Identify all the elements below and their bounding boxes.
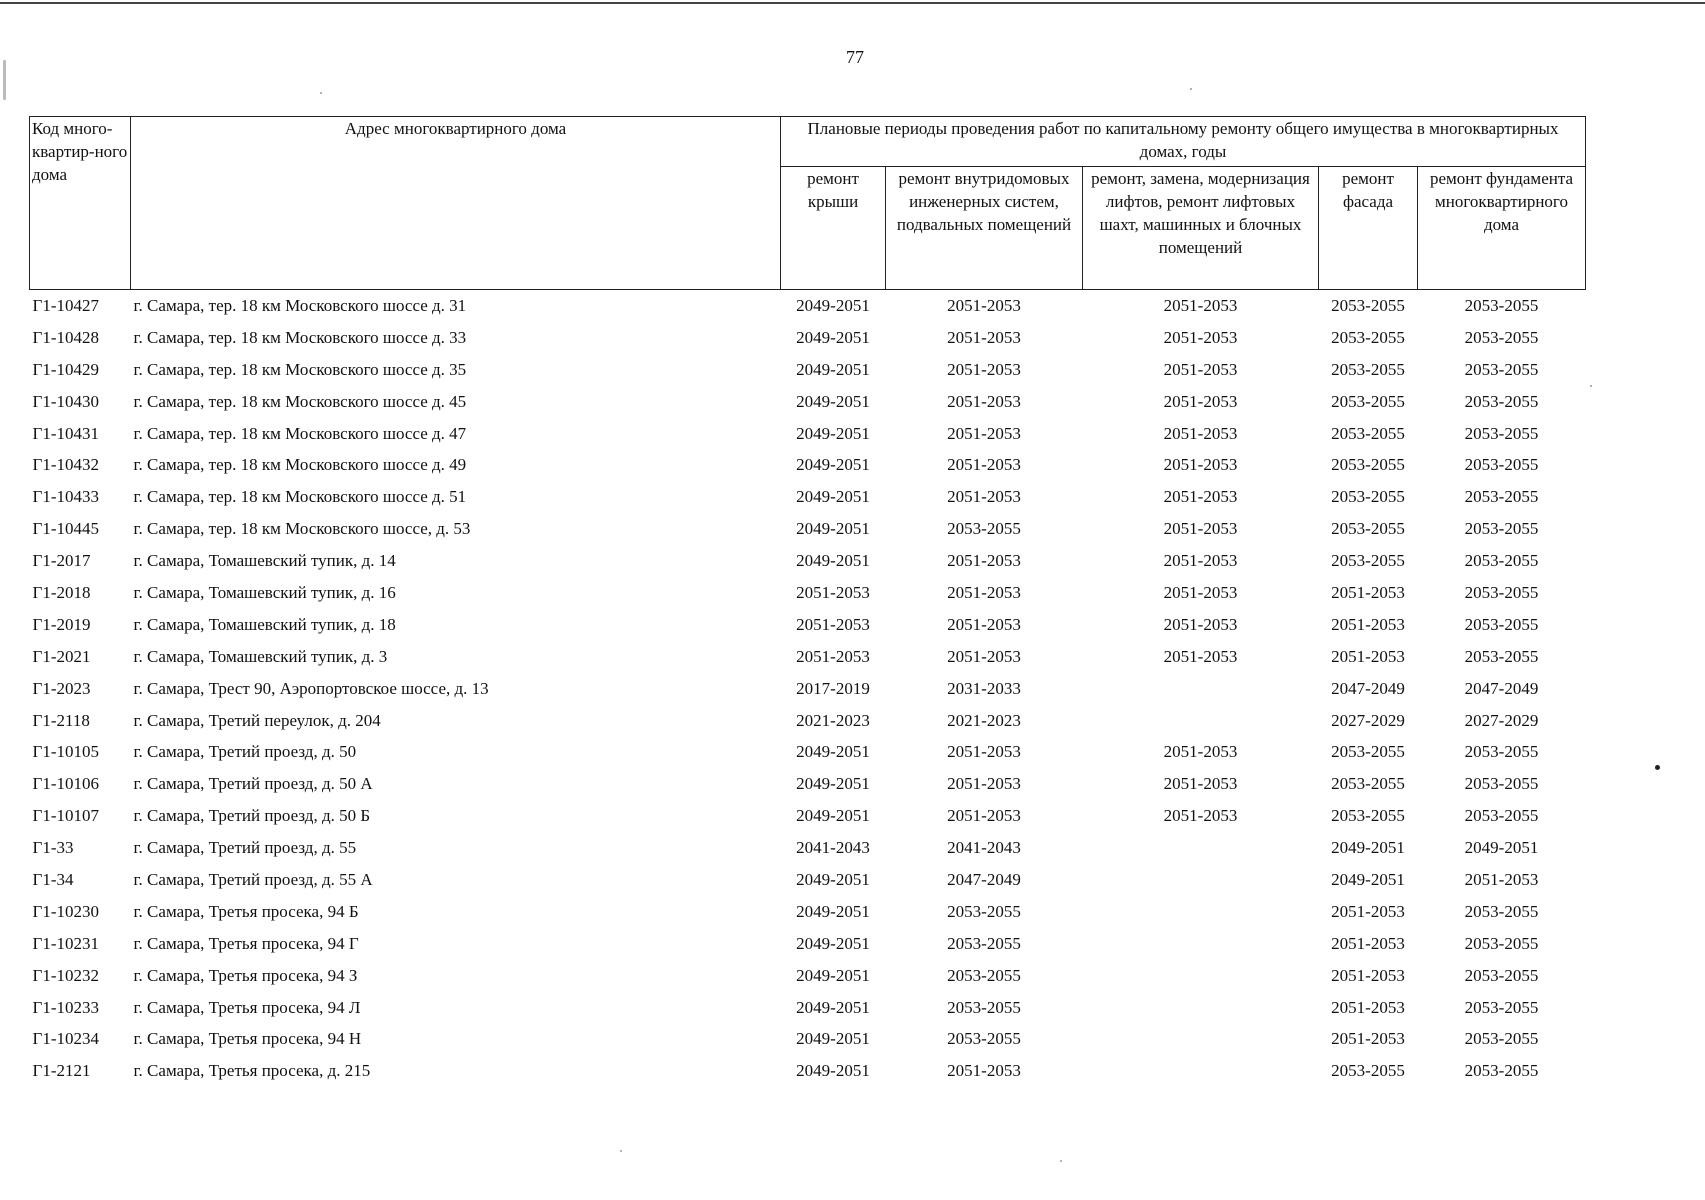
cell-systems: 2053-2055: [947, 997, 1021, 1017]
cell-foundation: 2053-2055: [1464, 519, 1539, 539]
table-row: [30, 832, 1586, 864]
table-row: [30, 577, 1586, 609]
cell-facade: 2027-2029: [1331, 710, 1405, 730]
cell-address: г. Самара, Третья просека, 94 Л: [133, 997, 361, 1017]
table-row: [30, 513, 1586, 545]
cell-address: г. Самара, Третий проезд, д. 50: [133, 742, 357, 762]
table-row: [30, 864, 1586, 896]
cell-lifts: [1083, 864, 1319, 896]
cell-foundation: 2053-2055: [1464, 423, 1539, 443]
cell-systems: 2051-2053: [947, 806, 1021, 826]
cell-roof: 2051-2053: [796, 614, 870, 634]
cell-foundation: 2053-2055: [1464, 295, 1539, 315]
cell-lifts: 2051-2053: [1163, 423, 1238, 443]
cell-foundation: 2053-2055: [1464, 1029, 1539, 1049]
header-lifts: ремонт, замена, модернизация лифтов, ремонт лифтовых шахт, машинных и блочных помещений: [1083, 167, 1319, 290]
cell-address: г. Самара, Третий проезд, д. 50 А: [133, 774, 373, 794]
cell-systems: 2051-2053: [947, 742, 1021, 762]
cell-systems: 2053-2055: [947, 965, 1021, 985]
cell-address: г. Самара, тер. 18 км Московского шоссе д. 33: [133, 327, 467, 347]
repair-schedule-table-wrapper: [29, 116, 1586, 1087]
cell-address: г. Самара, Трест 90, Аэропортовское шоссе, д. 13: [133, 678, 489, 698]
cell-roof: 2049-2051: [796, 551, 870, 571]
cell-systems: 2053-2055: [947, 933, 1021, 953]
top-border-line: [0, 2, 1705, 4]
header-address: Адрес многоквартирного дома: [131, 117, 781, 290]
cell-lifts: 2051-2053: [1163, 327, 1238, 347]
cell-foundation: 2053-2055: [1464, 1061, 1539, 1081]
cell-address: г. Самара, Третья просека, 94 З: [133, 965, 358, 985]
cell-facade: 2053-2055: [1331, 359, 1405, 379]
cell-code: Г1-10230: [32, 901, 99, 921]
cell-foundation: 2027-2029: [1464, 710, 1539, 730]
table-row: [30, 418, 1586, 450]
cell-roof: 2049-2051: [796, 327, 870, 347]
header-facade: ремонт фасада: [1319, 167, 1418, 290]
scan-speck: [320, 92, 322, 94]
cell-code: Г1-10427: [32, 295, 99, 315]
cell-systems: 2041-2043: [947, 838, 1021, 858]
table-row: [30, 673, 1586, 705]
cell-roof: 2049-2051: [796, 806, 870, 826]
cell-systems: 2051-2053: [947, 327, 1021, 347]
page-number: 77: [846, 47, 864, 67]
cell-roof: 2049-2051: [796, 487, 870, 507]
table-row: [30, 449, 1586, 481]
cell-address: г. Самара, тер. 18 км Московского шоссе д. 51: [133, 487, 467, 507]
table-row: [30, 641, 1586, 673]
cell-foundation: 2053-2055: [1464, 614, 1539, 634]
cell-code: Г1-10107: [32, 806, 99, 826]
cell-foundation: 2049-2051: [1464, 838, 1539, 858]
cell-code: Г1-2021: [32, 646, 91, 666]
cell-code: Г1-10433: [32, 487, 99, 507]
cell-facade: 2051-2053: [1331, 646, 1405, 666]
scan-speck: [3, 60, 6, 100]
cell-systems: 2051-2053: [947, 295, 1021, 315]
scan-speck: [1590, 385, 1592, 387]
table-row: [30, 481, 1586, 513]
cell-roof: 2049-2051: [796, 869, 870, 889]
cell-systems: 2051-2053: [947, 423, 1021, 443]
cell-foundation: 2053-2055: [1464, 327, 1539, 347]
cell-systems: 2051-2053: [947, 614, 1021, 634]
cell-address: г. Самара, Третья просека, д. 215: [133, 1061, 371, 1081]
cell-roof: 2051-2053: [796, 582, 870, 602]
cell-lifts: 2051-2053: [1163, 487, 1238, 507]
cell-address: г. Самара, Третий переулок, д. 204: [133, 710, 381, 730]
table-row: [30, 1023, 1586, 1055]
cell-foundation: 2051-2053: [1464, 869, 1539, 889]
cell-code: Г1-2121: [32, 1061, 91, 1081]
header-systems: ремонт внутридомовых инженерных систем, подвальных помещений: [886, 167, 1083, 290]
scan-speck: [620, 1150, 622, 1152]
table-row: [30, 768, 1586, 800]
cell-systems: 2051-2053: [947, 1061, 1021, 1081]
cell-code: Г1-10233: [32, 997, 99, 1017]
cell-lifts: 2051-2053: [1163, 391, 1238, 411]
cell-address: г. Самара, тер. 18 км Московского шоссе, д. 53: [133, 519, 471, 539]
cell-code: Г1-10428: [32, 327, 99, 347]
cell-roof: 2049-2051: [796, 519, 870, 539]
cell-lifts: [1083, 928, 1319, 960]
cell-address: г. Самара, Третья просека, 94 Б: [133, 901, 359, 921]
table-row: [30, 1055, 1586, 1087]
table-row: [30, 290, 1586, 322]
cell-foundation: 2053-2055: [1464, 965, 1539, 985]
cell-roof: 2049-2051: [796, 455, 870, 475]
cell-systems: 2051-2053: [947, 455, 1021, 475]
cell-facade: 2053-2055: [1331, 327, 1405, 347]
cell-systems: 2051-2053: [947, 359, 1021, 379]
table-row: [30, 545, 1586, 577]
table-row: [30, 800, 1586, 832]
cell-systems: 2051-2053: [947, 774, 1021, 794]
table-row: [30, 705, 1586, 737]
cell-lifts: [1083, 1055, 1319, 1087]
cell-code: Г1-2118: [32, 710, 90, 730]
table-row: [30, 736, 1586, 768]
cell-facade: 2053-2055: [1331, 295, 1405, 315]
cell-facade: 2051-2053: [1331, 997, 1405, 1017]
cell-lifts: 2051-2053: [1163, 646, 1238, 666]
header-periods: Плановые периоды проведения работ по капитальному ремонту общего имущества в многоквартирных домах, годы: [781, 117, 1586, 167]
scan-speck: [1655, 765, 1660, 770]
cell-foundation: 2053-2055: [1464, 487, 1539, 507]
cell-code: Г1-10432: [32, 455, 99, 475]
cell-address: г. Самара, тер. 18 км Московского шоссе д. 49: [133, 455, 467, 475]
cell-roof: 2049-2051: [796, 933, 870, 953]
cell-systems: 2051-2053: [947, 646, 1021, 666]
cell-foundation: 2053-2055: [1464, 551, 1539, 571]
cell-address: г. Самара, Третья просека, 94 Н: [133, 1029, 362, 1049]
scan-speck: [1190, 88, 1192, 90]
cell-systems: 2053-2055: [947, 519, 1021, 539]
cell-code: Г1-10429: [32, 359, 99, 379]
header-row-1: [30, 117, 1586, 167]
cell-roof: 2049-2051: [796, 1061, 870, 1081]
scan-speck: [1060, 1160, 1062, 1162]
cell-systems: 2053-2055: [947, 1029, 1021, 1049]
cell-lifts: 2051-2053: [1163, 551, 1238, 571]
cell-lifts: [1083, 992, 1319, 1024]
cell-roof: 2017-2019: [796, 678, 870, 698]
cell-systems: 2051-2053: [947, 582, 1021, 602]
cell-address: г. Самара, тер. 18 км Московского шоссе д. 47: [133, 423, 467, 443]
cell-lifts: 2051-2053: [1163, 582, 1238, 602]
cell-facade: 2049-2051: [1331, 869, 1405, 889]
cell-systems: 2021-2023: [947, 710, 1021, 730]
cell-address: г. Самара, Третий проезд, д. 55 А: [133, 869, 373, 889]
cell-roof: 2049-2051: [796, 359, 870, 379]
cell-facade: 2051-2053: [1331, 901, 1405, 921]
cell-facade: 2051-2053: [1331, 933, 1405, 953]
cell-code: Г1-2019: [32, 614, 91, 634]
cell-facade: 2047-2049: [1331, 678, 1405, 698]
cell-code: Г1-10106: [32, 774, 99, 794]
cell-facade: 2053-2055: [1331, 391, 1405, 411]
header-foundation: ремонт фундамента многоквартирного дома: [1418, 167, 1586, 290]
cell-foundation: 2053-2055: [1464, 997, 1539, 1017]
cell-lifts: 2051-2053: [1163, 614, 1238, 634]
cell-code: Г1-2023: [32, 678, 91, 698]
cell-code: Г1-10231: [32, 933, 99, 953]
cell-facade: 2051-2053: [1331, 1029, 1405, 1049]
table-row: [30, 322, 1586, 354]
cell-address: г. Самара, Третья просека, 94 Г: [133, 933, 359, 953]
cell-code: Г1-10105: [32, 742, 99, 762]
cell-address: г. Самара, тер. 18 км Московского шоссе д. 45: [133, 391, 467, 411]
cell-lifts: 2051-2053: [1163, 455, 1238, 475]
table-row: [30, 960, 1586, 992]
cell-foundation: 2053-2055: [1464, 646, 1539, 666]
cell-code: Г1-10232: [32, 965, 99, 985]
cell-facade: 2051-2053: [1331, 965, 1405, 985]
cell-facade: 2053-2055: [1331, 423, 1405, 443]
header-code: Код много-квартир-ного дома: [30, 117, 131, 290]
cell-address: г. Самара, Третий проезд, д. 55: [133, 838, 357, 858]
cell-lifts: 2051-2053: [1163, 295, 1238, 315]
cell-roof: 2049-2051: [796, 423, 870, 443]
cell-facade: 2053-2055: [1331, 774, 1405, 794]
cell-roof: 2049-2051: [796, 742, 870, 762]
cell-lifts: [1083, 673, 1319, 705]
cell-roof: 2041-2043: [796, 838, 870, 858]
table-row: [30, 609, 1586, 641]
table-row: [30, 354, 1586, 386]
cell-roof: 2051-2053: [796, 646, 870, 666]
cell-code: Г1-33: [32, 838, 74, 858]
repair-schedule-table: [29, 116, 1586, 1087]
table-row: [30, 896, 1586, 928]
cell-lifts: 2051-2053: [1163, 519, 1238, 539]
cell-code: Г1-34: [32, 869, 74, 889]
table-header: [30, 117, 1586, 290]
cell-facade: 2049-2051: [1331, 838, 1405, 858]
cell-foundation: 2053-2055: [1464, 933, 1539, 953]
cell-foundation: 2053-2055: [1464, 806, 1539, 826]
cell-address: г. Самара, Томашевский тупик, д. 18: [133, 614, 396, 634]
cell-code: Г1-10234: [32, 1029, 99, 1049]
cell-roof: 2049-2051: [796, 1029, 870, 1049]
cell-lifts: 2051-2053: [1163, 359, 1238, 379]
cell-lifts: [1083, 832, 1319, 864]
cell-roof: 2049-2051: [796, 965, 870, 985]
cell-facade: 2053-2055: [1331, 551, 1405, 571]
cell-systems: 2051-2053: [947, 487, 1021, 507]
cell-lifts: 2051-2053: [1163, 806, 1238, 826]
cell-address: г. Самара, Томашевский тупик, д. 3: [133, 646, 388, 666]
cell-lifts: 2051-2053: [1163, 742, 1238, 762]
table-row: [30, 386, 1586, 418]
cell-facade: 2053-2055: [1331, 806, 1405, 826]
cell-code: Г1-2017: [32, 551, 91, 571]
cell-foundation: 2053-2055: [1464, 774, 1539, 794]
cell-code: Г1-10445: [32, 519, 99, 539]
cell-roof: 2049-2051: [796, 901, 870, 921]
cell-address: г. Самара, Томашевский тупик, д. 14: [133, 551, 396, 571]
cell-foundation: 2047-2049: [1464, 678, 1539, 698]
cell-roof: 2049-2051: [796, 997, 870, 1017]
cell-systems: 2053-2055: [947, 901, 1021, 921]
cell-systems: 2051-2053: [947, 551, 1021, 571]
cell-foundation: 2053-2055: [1464, 359, 1539, 379]
cell-address: г. Самара, тер. 18 км Московского шоссе д. 31: [133, 295, 467, 315]
cell-systems: 2051-2053: [947, 391, 1021, 411]
cell-code: Г1-2018: [32, 582, 91, 602]
cell-code: Г1-10431: [32, 423, 99, 443]
cell-systems: 2047-2049: [947, 869, 1021, 889]
cell-roof: 2049-2051: [796, 774, 870, 794]
cell-lifts: [1083, 705, 1319, 737]
cell-foundation: 2053-2055: [1464, 391, 1539, 411]
table-row: [30, 928, 1586, 960]
cell-facade: 2053-2055: [1331, 487, 1405, 507]
cell-lifts: [1083, 960, 1319, 992]
cell-systems: 2031-2033: [947, 678, 1021, 698]
cell-facade: 2053-2055: [1331, 455, 1405, 475]
cell-facade: 2053-2055: [1331, 519, 1405, 539]
cell-foundation: 2053-2055: [1464, 582, 1539, 602]
cell-foundation: 2053-2055: [1464, 742, 1539, 762]
cell-roof: 2049-2051: [796, 391, 870, 411]
cell-facade: 2051-2053: [1331, 614, 1405, 634]
cell-foundation: 2053-2055: [1464, 901, 1539, 921]
cell-foundation: 2053-2055: [1464, 455, 1539, 475]
cell-code: Г1-10430: [32, 391, 99, 411]
table-body: [30, 290, 1586, 1088]
cell-facade: 2053-2055: [1331, 742, 1405, 762]
cell-facade: 2051-2053: [1331, 582, 1405, 602]
cell-roof: 2021-2023: [796, 710, 870, 730]
cell-lifts: [1083, 1023, 1319, 1055]
cell-address: г. Самара, Третий проезд, д. 50 Б: [133, 806, 371, 826]
header-roof: ремонт крыши: [781, 167, 886, 290]
cell-roof: 2049-2051: [796, 295, 870, 315]
table-row: [30, 992, 1586, 1024]
cell-address: г. Самара, Томашевский тупик, д. 16: [133, 582, 396, 602]
cell-lifts: [1083, 896, 1319, 928]
cell-address: г. Самара, тер. 18 км Московского шоссе д. 35: [133, 359, 467, 379]
cell-facade: 2053-2055: [1331, 1061, 1405, 1081]
cell-lifts: 2051-2053: [1163, 774, 1238, 794]
